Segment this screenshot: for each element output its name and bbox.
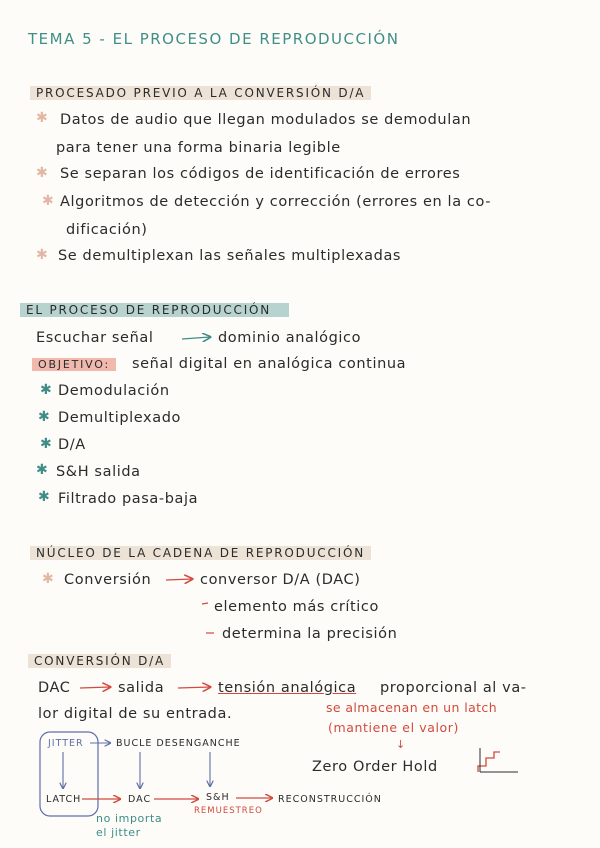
bullet-star-icon: ✱ bbox=[36, 247, 48, 263]
section-heading-procesado: PROCESADO PREVIO A LA CONVERSIÓN D/A bbox=[30, 86, 371, 100]
step-star-icon: ✱ bbox=[38, 489, 50, 505]
step-star-icon: ✱ bbox=[40, 436, 52, 452]
bullet-text: Se separan los códigos de identificación de errores bbox=[60, 166, 461, 182]
bullet-text: Algoritmos de detección y corrección (errores en la co- bbox=[60, 194, 492, 210]
dac-label: DAC bbox=[38, 680, 71, 696]
bullet-text: Datos de audio que llegan modulados se demodulan bbox=[60, 112, 472, 128]
arrow-listen bbox=[182, 337, 210, 339]
reconstruccion-label: RECONSTRUCCIÓN bbox=[278, 794, 382, 805]
critical-text: elemento más crítico bbox=[214, 599, 379, 615]
down-arrow-icon: ↓ bbox=[396, 738, 406, 751]
proporcional-text: proporcional al va- bbox=[380, 680, 527, 696]
dac-diagram-label: DAC bbox=[128, 794, 152, 805]
jitter-label: JITTER bbox=[48, 738, 84, 749]
objective-text: señal digital en analógica continua bbox=[132, 356, 407, 372]
step-item: S&H salida bbox=[56, 464, 141, 480]
bullet-text-cont: para tener una forma binaria legible bbox=[56, 140, 341, 156]
precision-text: determina la precisión bbox=[222, 626, 398, 642]
bullet-star-icon: ✱ bbox=[36, 165, 48, 181]
zoh-text: Zero Order Hold bbox=[312, 759, 438, 775]
conversion-text: Conversión bbox=[64, 572, 152, 588]
listen-text: Escuchar señal bbox=[36, 330, 154, 346]
bucle-label: BUCLE DESENGANCHE bbox=[116, 738, 241, 749]
salida-label: salida bbox=[118, 680, 165, 696]
no-importa-label: no importa bbox=[96, 812, 163, 825]
bullet-text-cont: dificación) bbox=[66, 222, 148, 238]
dash-critical bbox=[202, 603, 208, 604]
objective-label: OBJETIVO: bbox=[32, 358, 116, 371]
latch-label: LATCH bbox=[46, 794, 82, 805]
tension-label: tensión analógica bbox=[218, 680, 357, 696]
dac-text: conversor D/A (DAC) bbox=[200, 572, 361, 588]
step-signal-icon bbox=[478, 752, 500, 772]
section-heading-conversion: CONVERSIÓN D/A bbox=[28, 654, 171, 668]
jitter-note-label: el jitter bbox=[96, 826, 141, 839]
step-item: Demultiplexado bbox=[58, 410, 181, 426]
step-item: D/A bbox=[58, 437, 86, 453]
remuestreo-label: REMUESTREO bbox=[194, 806, 263, 816]
step-star-icon: ✱ bbox=[38, 409, 50, 425]
step-item: Filtrado pasa-baja bbox=[58, 491, 199, 507]
bullet-text: Se demultiplexan las señales multiplexadas bbox=[58, 248, 402, 264]
step-item: Demodulación bbox=[58, 383, 170, 399]
jitter-box bbox=[40, 732, 98, 816]
section-heading-proceso: EL PROCESO DE REPRODUCCIÓN bbox=[20, 303, 289, 317]
bullet-star-icon: ✱ bbox=[42, 571, 54, 587]
latch-note: se almacenan en un latch bbox=[326, 700, 498, 715]
bullet-star-icon: ✱ bbox=[36, 110, 48, 126]
arrow-conversion bbox=[166, 579, 192, 580]
bullet-star-icon: ✱ bbox=[42, 193, 54, 209]
arrow-dac-salida bbox=[80, 687, 110, 688]
step-star-icon: ✱ bbox=[40, 382, 52, 398]
sh-label: S&H bbox=[206, 792, 230, 803]
latch-note-paren: (mantiene el valor) bbox=[328, 720, 460, 735]
step-star-icon: ✱ bbox=[36, 462, 48, 478]
arrow-salida-tension bbox=[178, 687, 210, 688]
page-title: TEMA 5 - EL PROCESO DE REPRODUCCIÓN bbox=[28, 30, 400, 48]
section-heading-nucleo: NÚCLEO DE LA CADENA DE REPRODUCCIÓN bbox=[30, 546, 371, 560]
entrada-text: lor digital de su entrada. bbox=[38, 706, 233, 722]
listen-result: dominio analógico bbox=[218, 330, 362, 346]
